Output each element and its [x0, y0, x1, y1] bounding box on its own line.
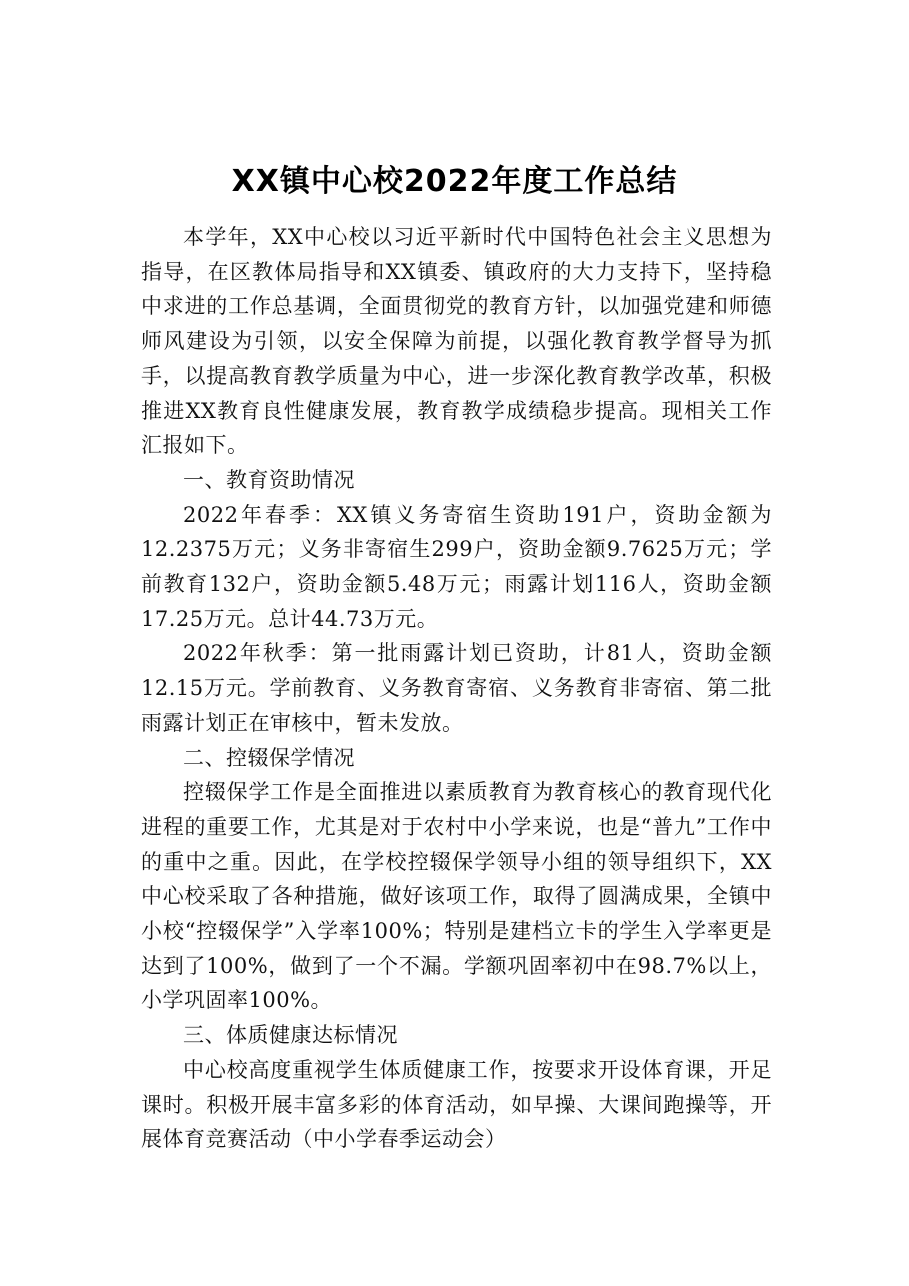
document-title: XX镇中心校2022年度工作总结 [231, 164, 678, 199]
section-heading-physical-health: 三、体质健康达标情况 [183, 1023, 398, 1048]
document-body [141, 220, 772, 1157]
physical-health-paragraph: 中心校高度重视学生体质健康工作，按要求开设体育课，开足课时。积极开展丰富多彩的体育活动，如早操、大课间跑操等，开展体育竞赛活动（中小学春季运动会） [141, 1057, 772, 1152]
spring-funding-paragraph: 2022年春季：XX镇义务寄宿生资助191户，资助金额为12.2375万元；义务非寄宿生299户，资助金额9.7625万元；学前教育132户，资助金额5.48万元；雨露计划116人，资助金额17.25万元。总计44.73万元。 [141, 502, 772, 631]
intro-paragraph: 本学年，XX中心校以习近平新时代中国特色社会主义思想为指导，在区教体局指导和XX镇委、镇政府的大力支持下，坚持稳中求进的工作总基调，全面贯彻党的教育方针，以加强党建和师德师风建设为引领，以安全保障为前提，以强化教育教学督导为抓手，以提高教育教学质量为中心，进一步深化教育教学改革，积极推进XX教育良性健康发展，教育教学成绩稳步提高。现相关工作汇报如下。 [141, 225, 772, 458]
section-heading-dropout-control: 二、控辍保学情况 [183, 745, 355, 770]
autumn-funding-paragraph: 2022年秋季：第一批雨露计划已资助，计81人，资助金额12.15万元。学前教育、义务教育寄宿、义务教育非寄宿、第二批雨露计划正在审核中，暂未发放。 [141, 641, 772, 735]
section-heading-funding: 一、教育资助情况 [183, 467, 355, 492]
dropout-control-paragraph: 控辍保学工作是全面推进以素质教育为教育核心的教育现代化进程的重要工作，尤其是对于农村中小学来说，也是“普九”工作中的重中之重。因此，在学校控辍保学领导小组的领导组织下，XX中心校采取了各种措施，做好该项工作，取得了圆满成果，全镇中小校“控辍保学”入学率100%；特别是建档立卡的学生入学率更是达到了100%，做到了一个不漏。学额巩固率初中在98.7%以上，小学巩固率100%。 [141, 780, 772, 1013]
